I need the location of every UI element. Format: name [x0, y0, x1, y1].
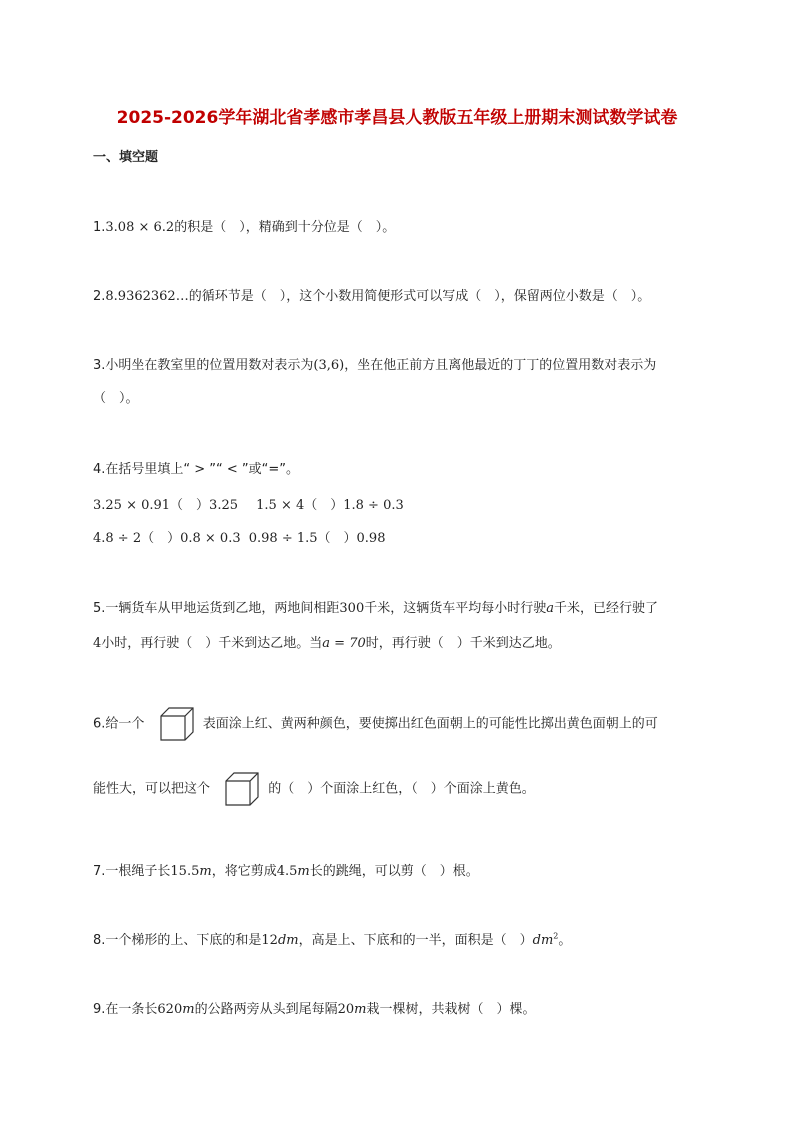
- q5-text-b: 千米，这辆货车平均每小时行驶: [364, 601, 547, 616]
- q9-interval: 20: [337, 1002, 355, 1017]
- cube-icon: [224, 771, 260, 807]
- q4-item-4: 0.98 ÷ 1.5（ ）0.98: [248, 531, 386, 546]
- q9-text-a: 9.在一条长: [93, 1002, 158, 1017]
- question-5-line-1: [93, 597, 658, 616]
- q8-sum: 12: [261, 933, 278, 948]
- question-4-heading: 4.在括号里填上“ > ”“ < ”或“=”。: [93, 462, 300, 477]
- q4-item-1: 3.25 × 0.91（ ）3.25: [93, 498, 238, 513]
- q6-text-a: 6.给一个: [93, 716, 145, 732]
- q8-exponent: 2: [553, 931, 559, 941]
- question-6-line-2: [93, 771, 535, 808]
- q3-text-b: ，坐在他正前方且离他最近的丁丁的位置用数对表示为: [344, 358, 657, 373]
- q8-unit-1: dm: [277, 933, 299, 948]
- q7-text-a: 7.一根绳子长: [93, 864, 171, 879]
- q5-distance: 300: [339, 601, 365, 616]
- q5-text-c: 千米，已经行驶了: [554, 601, 659, 616]
- q6-text-b: 表面涂上红、黄两种颜色，要使掷出红色面朝上的可能性比掷出黄色面朝上的可: [202, 716, 658, 732]
- q9-unit-2: m: [354, 1002, 367, 1017]
- question-9: [93, 998, 535, 1017]
- section-heading: 一、填空题: [93, 150, 159, 165]
- question-6-line-1: [93, 706, 658, 743]
- q8-text-b: ，高是上、下底和的一半，面积是（ ）: [298, 933, 533, 948]
- q7-unit-2: m: [297, 864, 310, 879]
- q7-piece-length: 4.5: [276, 864, 298, 879]
- cube-icon: [159, 706, 195, 742]
- q6-text-d: 的（ ）个面涂上红色，（ ）个面涂上黄色。: [268, 781, 535, 797]
- question-1: [93, 216, 395, 235]
- q5-text-f: 时，再行驶（ ）千米到达乙地。: [365, 636, 561, 651]
- q5-variable: a: [546, 601, 555, 616]
- q5-text-a: 5.一辆货车从甲地运货到乙地，两地间相距: [93, 601, 340, 616]
- q2-text: 的循环节是（ ），这个小数用简便形式可以写成（ ），保留两位小数是（ ）。: [188, 289, 651, 304]
- q8-unit-2: dm: [532, 933, 554, 948]
- q7-text-b: ，将它剪成: [211, 864, 277, 879]
- q7-length: 15.5: [170, 864, 200, 879]
- q9-text-c: 栽一棵树，共栽树（ ）棵。: [366, 1002, 536, 1017]
- q3-text-c: （ ）。: [93, 391, 139, 406]
- q1-expression: 3.08 × 6.2: [105, 220, 175, 235]
- question-2: [93, 285, 650, 304]
- question-3-line-1: [93, 354, 656, 373]
- question-8: [93, 929, 571, 948]
- q5-equation: a = 70: [322, 636, 366, 651]
- q7-text-c: 长的跳绳，可以剪（ ）根。: [309, 864, 479, 879]
- q9-road-length: 620: [157, 1002, 183, 1017]
- question-7: [93, 860, 479, 879]
- q5-hours: 4: [93, 636, 102, 651]
- q4-item-3: 4.8 ÷ 2（ ）0.8 × 0.3: [93, 531, 241, 546]
- question-4-row-2: [93, 527, 385, 546]
- q7-unit-1: m: [199, 864, 212, 879]
- question-4-row-1: [93, 494, 404, 513]
- q1-number: 1.: [93, 220, 106, 235]
- q3-text-a: 3.小明坐在教室里的位置用数对表示为: [93, 358, 314, 373]
- q1-text: 的积是（ ），精确到十分位是（ ）。: [174, 220, 396, 235]
- q8-text-a: 8.一个梯形的上、下底的和是: [93, 933, 262, 948]
- q2-expression: 8.9362362…: [105, 289, 189, 304]
- q8-text-c: 。: [558, 933, 572, 948]
- q3-coordinate: (3,6): [313, 358, 345, 373]
- q2-number: 2.: [93, 289, 106, 304]
- q9-unit-1: m: [182, 1002, 195, 1017]
- q5-text-e: 小时，再行驶（ ）千米到达乙地。当: [101, 636, 323, 651]
- question-3-line-2: [93, 387, 139, 406]
- q9-text-b: 的公路两旁从头到尾每隔: [194, 1002, 338, 1017]
- q6-text-c: 能性大，可以把这个: [93, 781, 211, 797]
- question-5-line-2: [93, 632, 561, 651]
- q4-item-2: 1.5 × 4（ ）1.8 ÷ 0.3: [256, 498, 404, 513]
- exam-title: 2025-2026学年湖北省孝感市孝昌县人教版五年级上册期末测试数学试卷: [116, 108, 678, 128]
